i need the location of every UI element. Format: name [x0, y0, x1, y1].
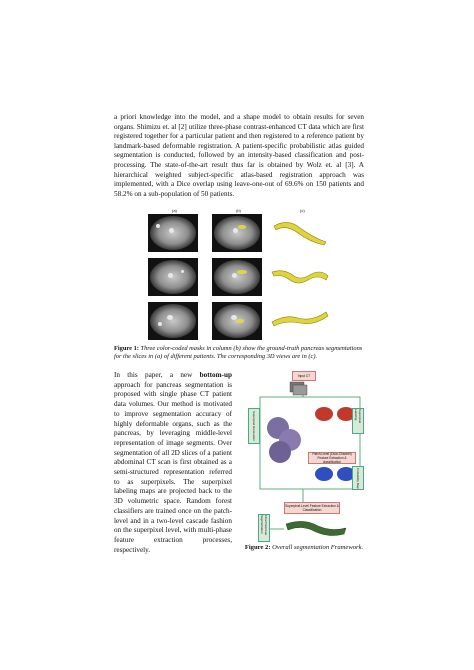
ct-slice-image [148, 214, 198, 252]
ct-slice-mask-image [212, 214, 262, 252]
ct-slice-image [148, 258, 198, 296]
figure-1-label-c: (c) [300, 208, 305, 213]
ct-slice-mask-image [212, 258, 262, 296]
ct-slice-mask-image [212, 302, 262, 340]
superpixel-labeling-box: Superpixel Labeling [352, 408, 364, 434]
pancreas-3d-view [270, 258, 330, 292]
body-paragraph-after: approach for pancreas segmentation is proposed with single phase CT patient data volumes. Our method is motivated to improve segmentation accuracy of highly deformable organs, such as the pancreas, by leveraging middle-level representation of image segments. Over segmentation of all 2D slices of a patient abdominal CT scan is first obtained as a semi-structured representation referred to as superpixels. The superpixel labeling maps are projected back to the 3D volumetric space. Random forest classifiers are trained once on the patch-level and in a two-level cascade fashion on the superpixel level, with multi-phase feature extraction processes, respectively. [114, 380, 232, 554]
figure-1-caption [114, 345, 364, 361]
pancreas-3d-view [270, 214, 330, 248]
figure-2-caption-label: Figure 2: [244, 544, 271, 551]
body-paragraph-bold: bottom-up [199, 371, 232, 379]
figure-2-caption-text: Overall segmentation Framework. [270, 544, 364, 551]
figure-1-caption-label: Figure 1: [114, 345, 139, 352]
intro-paragraph: a priori knowledge into the model, and a shape model to obtain results for seven organs. Shimizu et. al [2] utilize three-phase contrast-enhanced CT data which are first registered together for a particular patient and then registered to a reference patient by landmark-based deformable registration. A patient-specific probabilistic atlas guided segmentation is conducted, followed by an intensity-based classification and post-processing. The state-of-the-art result thus far is obtained by Wolz et. al [3]. A hierarchical weighted subject-specific atlas-based registration approach was implemented, with a Dice overlap using leave-one-out of 69.6% on 150 patients and 58.2% on a sub-population of 50 patients. [114, 113, 364, 198]
final-segmentation-box: Final Pancreas Segmentation [258, 514, 270, 542]
figure-1-label-b: (b) [236, 208, 241, 213]
figure-1-label-a: (a) [172, 208, 177, 213]
body-paragraph-before: In this paper, a new [114, 371, 200, 379]
figure-2 [246, 368, 364, 541]
figure-1 [148, 208, 328, 340]
ct-slice-image [148, 302, 198, 340]
input-ct-box: Input CT [292, 371, 316, 381]
probability-map-box: Probability Map [352, 466, 364, 490]
body-paragraph [114, 371, 232, 555]
figure-2-caption [238, 544, 370, 551]
superpixel-level-box: Superpixel-Level Feature Extraction & Classification [285, 504, 339, 512]
figure-1-caption-text: Three color-coded masks in column (b) show the ground-truth pancreas segmentations for the slices in (a) of different patients. The corresponding 3D views are in (c). [114, 345, 363, 361]
patch-level-box: Patch-Level (Dual-Channel) Feature Extraction & classification [308, 452, 356, 464]
pancreas-3d-view [270, 302, 330, 336]
superpixel-generation-box: Superpixel Generation [248, 408, 260, 444]
